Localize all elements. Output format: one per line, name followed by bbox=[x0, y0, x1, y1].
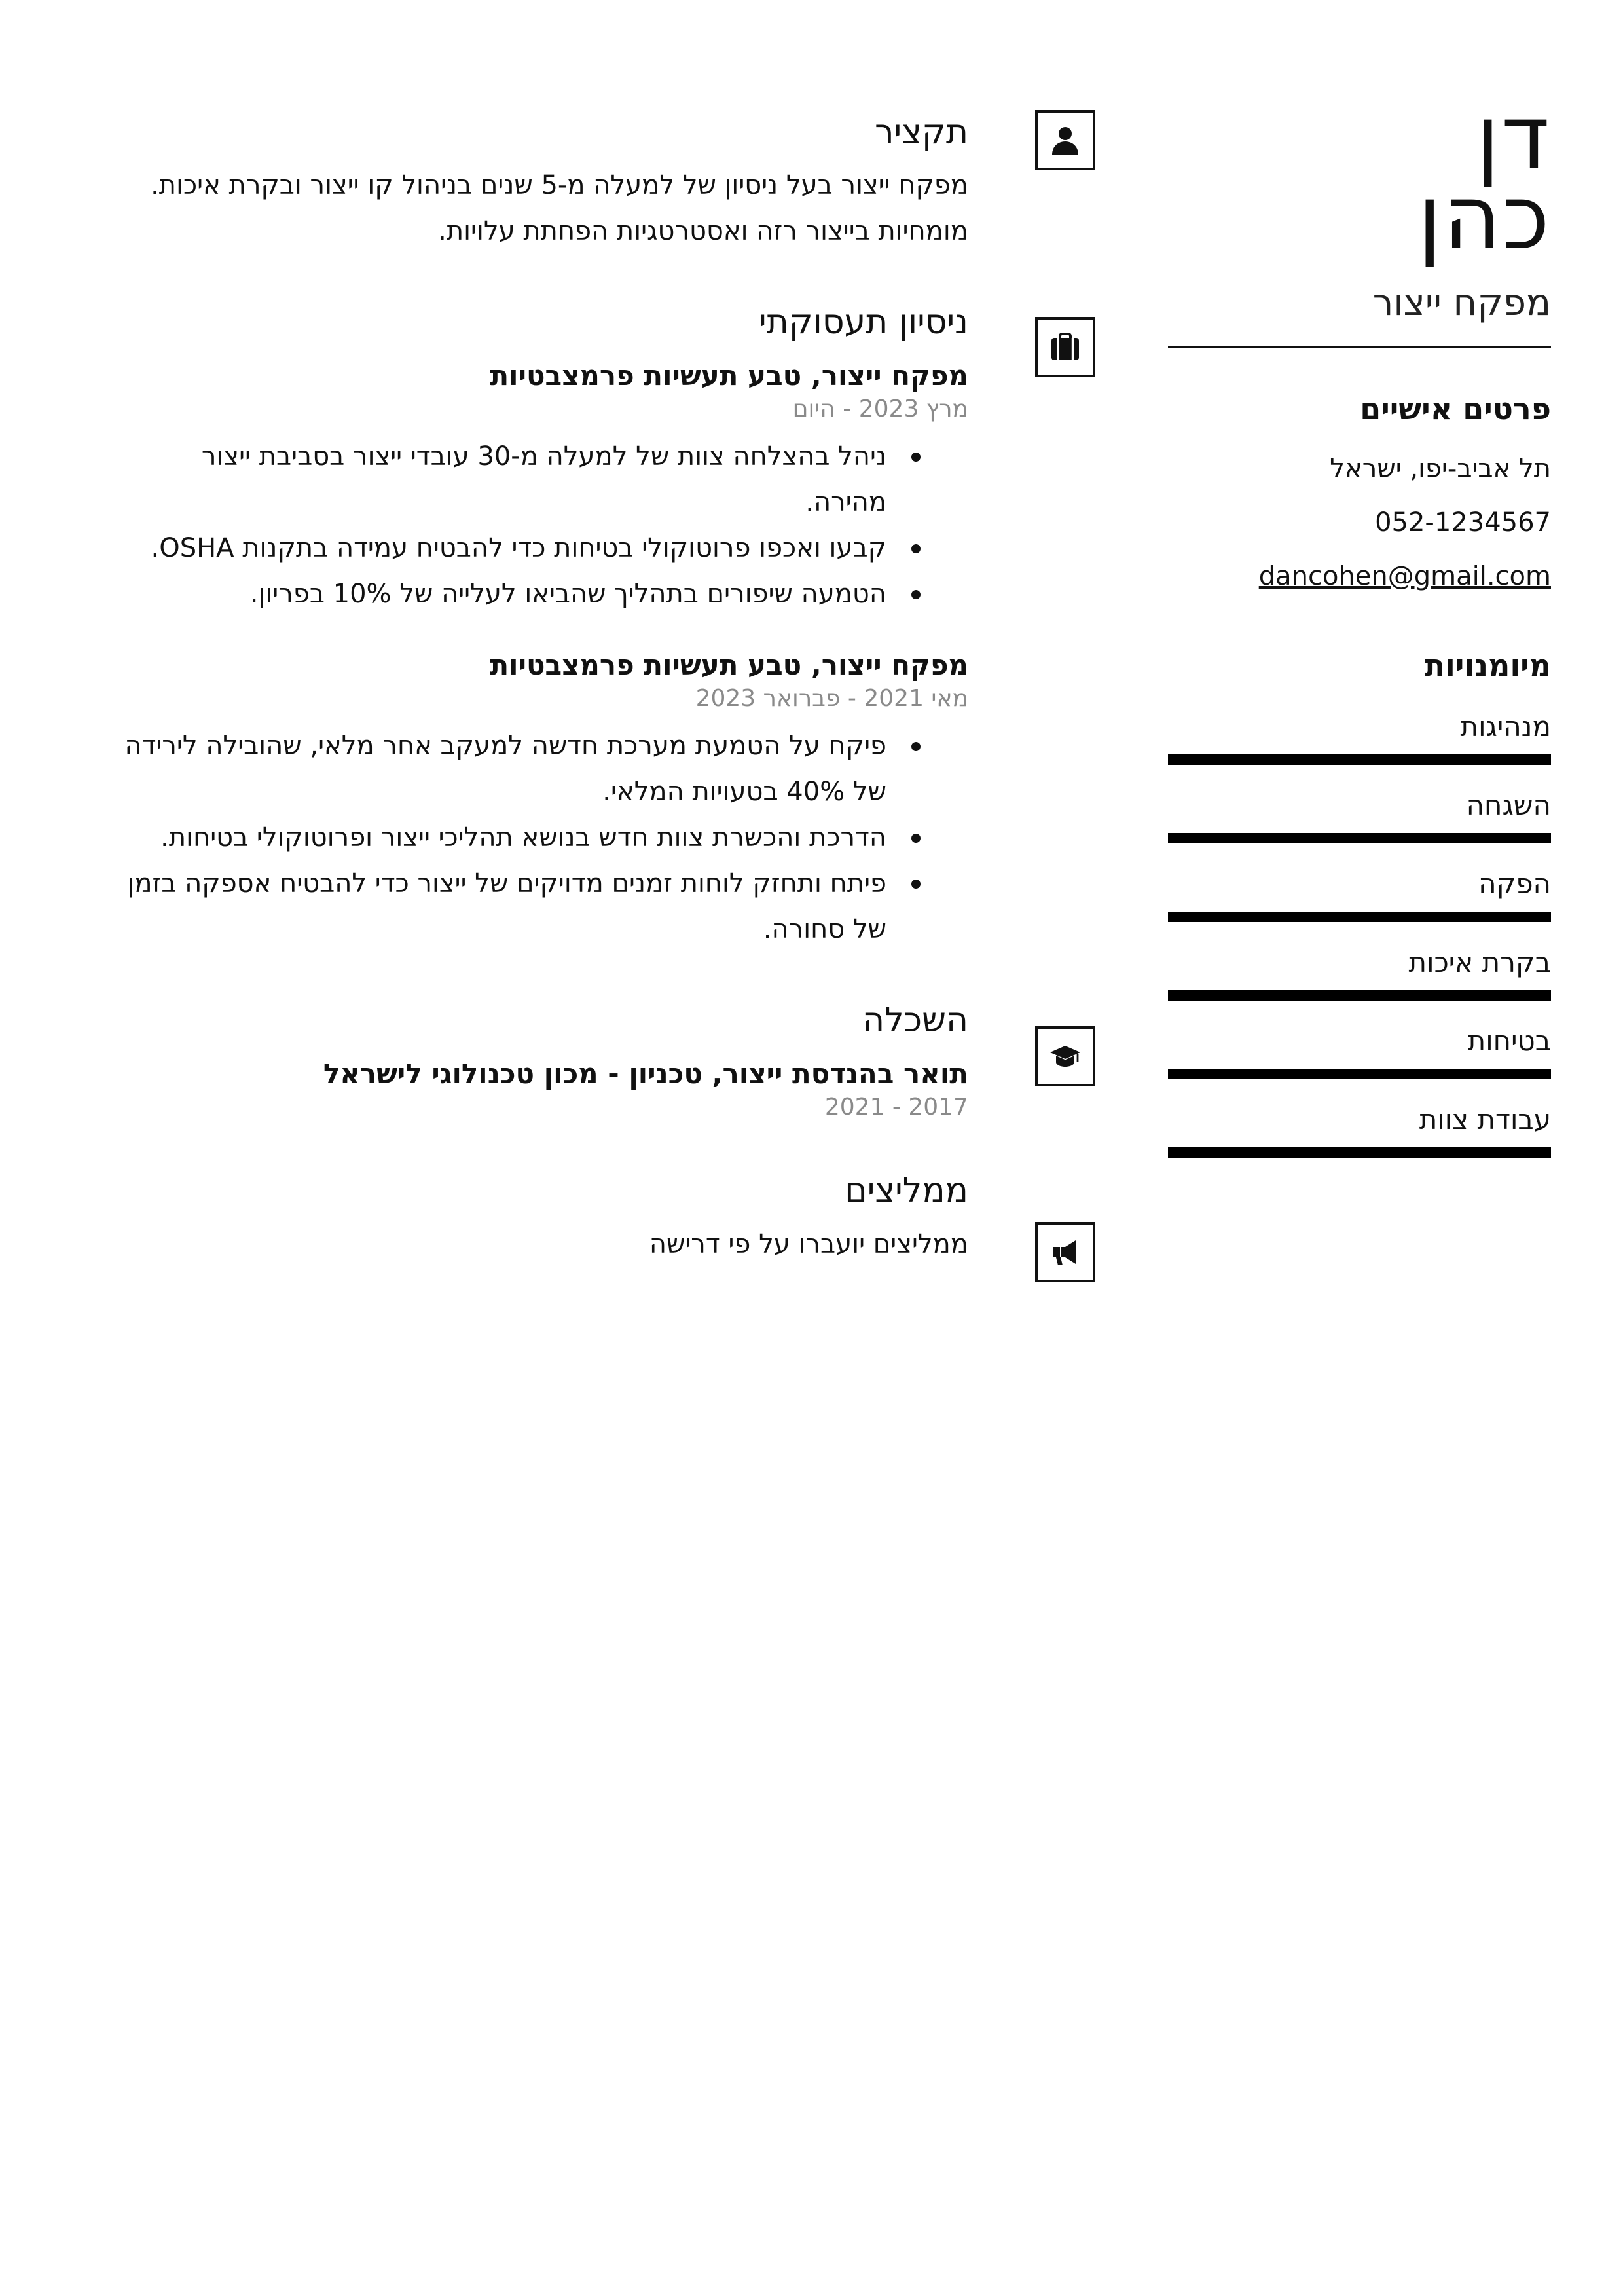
graduation-cap-icon bbox=[1035, 1026, 1095, 1086]
briefcase-icon bbox=[1035, 317, 1095, 377]
location: תל אביב-יפו, ישראל bbox=[1330, 454, 1551, 484]
skill-item bbox=[1168, 1102, 1551, 1158]
skill-bar bbox=[1168, 912, 1551, 922]
job-title: מפקח ייצור, טבע תעשיות פרמצבטיות bbox=[490, 360, 968, 392]
job-title: מפקח ייצור bbox=[1372, 282, 1551, 324]
skill-bar-fill bbox=[1168, 990, 1551, 1001]
skill-bar-fill bbox=[1168, 754, 1551, 765]
degree: תואר בהנדסת ייצור, טכניון - מכון טכנולוגי לישראל bbox=[323, 1058, 968, 1090]
email-link[interactable]: dancohen@gmail.com bbox=[1258, 561, 1551, 591]
skill-item bbox=[1168, 866, 1551, 922]
experience-section bbox=[124, 300, 968, 952]
skill-bar-fill bbox=[1168, 1147, 1551, 1158]
last-name: כהן bbox=[1417, 166, 1551, 270]
bullet-item: ניהל בהצלחה צוות של למעלה מ-30 עובדי ייצור בסביבת ייצור מהירה. bbox=[124, 434, 886, 525]
references-text: ממליצים יועברו על פי דרישה bbox=[649, 1229, 968, 1259]
skill-bar bbox=[1168, 1147, 1551, 1158]
summary-heading: תקציר bbox=[875, 113, 968, 152]
education-dates: 2017 - 2021 bbox=[824, 1094, 968, 1120]
job-bullets bbox=[124, 434, 968, 617]
phone: 052-1234567 bbox=[1375, 508, 1551, 538]
skill-item bbox=[1168, 944, 1551, 1001]
skill-bar-fill bbox=[1168, 833, 1551, 843]
education-heading: השכלה bbox=[862, 1001, 968, 1040]
job-title: מפקח ייצור, טבע תעשיות פרמצבטיות bbox=[490, 649, 968, 681]
skill-bar bbox=[1168, 1069, 1551, 1079]
job-entry bbox=[124, 358, 968, 617]
skill-label: בטיחות bbox=[1467, 1025, 1551, 1057]
job-dates: מאי 2021 - פברואר 2023 bbox=[695, 685, 968, 712]
full-name bbox=[1168, 86, 1551, 270]
experience-heading: ניסיון תעסוקתי bbox=[758, 303, 968, 342]
bullet-item: הטמעה שיפורים בתהליך שהביאו לעלייה של 10% בפריון. bbox=[124, 571, 886, 617]
summary-text: מפקח ייצור בעל ניסיון של למעלה מ-5 שנים בניהול קו ייצור ובקרת איכות. מומחיות בייצור רזה ואסטרטגיות הפחתת עלויות. bbox=[151, 170, 968, 246]
skill-label: עבודת צוות bbox=[1419, 1103, 1551, 1136]
bullet-item: הדרכת והכשרת צוות חדש בנושא תהליכי ייצור ופרוטוקולי בטיחות. bbox=[124, 815, 886, 861]
sidebar bbox=[1168, 86, 1551, 1158]
skill-label: הפקה bbox=[1478, 868, 1551, 900]
skill-item bbox=[1168, 709, 1551, 765]
job-dates: מרץ 2023 - היום bbox=[792, 396, 968, 422]
references-section bbox=[124, 1168, 968, 1263]
personal-details-heading: פרטים אישיים bbox=[1360, 391, 1551, 426]
job-bullets bbox=[124, 723, 968, 952]
skill-bar bbox=[1168, 754, 1551, 765]
skills-heading: מיומנויות bbox=[1424, 648, 1551, 683]
skill-label: השגחה bbox=[1466, 789, 1551, 821]
skill-bar bbox=[1168, 990, 1551, 1001]
skill-label: בקרת איכות bbox=[1408, 946, 1551, 978]
skill-label: מנהיגות bbox=[1460, 711, 1551, 743]
skill-item bbox=[1168, 787, 1551, 843]
education-section bbox=[124, 998, 968, 1122]
bullet-item: פיתח ותחזק לוחות זמנים מדויקים של ייצור כדי להבטיח אספקה בזמן של סחורה. bbox=[124, 861, 886, 952]
bullet-item: פיקח על הטמעת מערכת חדשה למעקב אחר מלאי, שהובילה לירידה של 40% בטעויות המלאי. bbox=[124, 723, 886, 815]
first-name: דן bbox=[1475, 86, 1551, 190]
skill-bar bbox=[1168, 833, 1551, 843]
main-column bbox=[124, 110, 968, 1263]
user-icon bbox=[1035, 110, 1095, 170]
summary-section bbox=[124, 110, 968, 254]
bullet-item: קבעו ואכפו פרוטוקולי בטיחות כדי להבטיח עמידה בתקנות OSHA. bbox=[124, 525, 886, 571]
sidebar-divider bbox=[1168, 346, 1551, 348]
job-entry bbox=[124, 647, 968, 952]
references-heading: ממליצים bbox=[845, 1171, 968, 1210]
skill-bar-fill bbox=[1168, 912, 1551, 922]
megaphone-icon bbox=[1035, 1222, 1095, 1282]
skill-item bbox=[1168, 1023, 1551, 1079]
skill-bar-fill bbox=[1168, 1069, 1551, 1079]
